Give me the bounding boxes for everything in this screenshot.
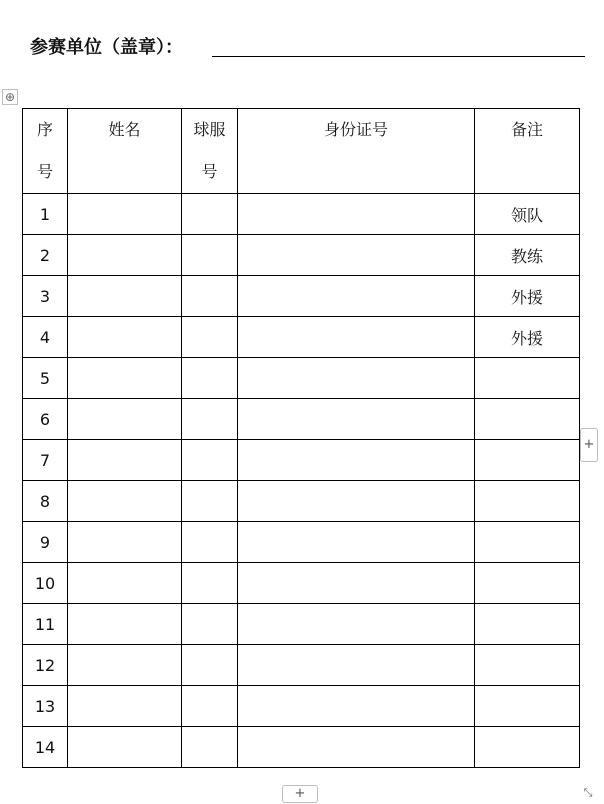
header-cell-id-number[interactable]	[238, 109, 475, 194]
table-row	[23, 481, 580, 522]
cell-note[interactable]: 外援	[475, 317, 580, 358]
cell-note[interactable]: 教练	[475, 235, 580, 276]
cell-number[interactable]: 10	[23, 563, 68, 604]
header-cell-number[interactable]	[23, 109, 68, 194]
header-number-line1: 序	[36, 120, 53, 139]
header-cell-name[interactable]	[68, 109, 182, 194]
table-header-row	[23, 109, 580, 194]
cell-number[interactable]: 4	[23, 317, 68, 358]
cell-note[interactable]	[475, 440, 580, 481]
cell-id-number[interactable]	[238, 235, 475, 276]
add-column-button[interactable]: +	[580, 428, 598, 462]
cell-jersey[interactable]	[182, 358, 238, 399]
cell-note[interactable]	[475, 645, 580, 686]
cell-number[interactable]: 5	[23, 358, 68, 399]
cell-name[interactable]	[68, 358, 182, 399]
cell-name[interactable]	[68, 645, 182, 686]
cell-name[interactable]	[68, 481, 182, 522]
cell-note[interactable]: 领队	[475, 194, 580, 235]
cell-jersey[interactable]	[182, 727, 238, 768]
table-row	[23, 563, 580, 604]
cell-number[interactable]: 6	[23, 399, 68, 440]
table-row	[23, 358, 580, 399]
cell-id-number[interactable]	[238, 440, 475, 481]
table-row	[23, 686, 580, 727]
table-row	[23, 235, 580, 276]
cell-note[interactable]	[475, 727, 580, 768]
cell-number[interactable]: 2	[23, 235, 68, 276]
cell-id-number[interactable]	[238, 276, 475, 317]
header-number-line2: 号	[36, 162, 53, 181]
cell-number[interactable]: 14	[23, 727, 68, 768]
cell-id-number[interactable]	[238, 522, 475, 563]
cell-jersey[interactable]	[182, 481, 238, 522]
cell-jersey[interactable]	[182, 440, 238, 481]
table-row	[23, 399, 580, 440]
cell-name[interactable]	[68, 727, 182, 768]
cell-id-number[interactable]	[238, 399, 475, 440]
cell-note[interactable]	[475, 522, 580, 563]
roster-body	[23, 109, 580, 768]
cell-number[interactable]: 1	[23, 194, 68, 235]
cell-id-number[interactable]	[238, 358, 475, 399]
cell-jersey[interactable]	[182, 276, 238, 317]
cell-jersey[interactable]	[182, 604, 238, 645]
cell-id-number[interactable]	[238, 604, 475, 645]
header-cell-jersey[interactable]	[182, 109, 238, 194]
cell-note[interactable]	[475, 563, 580, 604]
cell-note[interactable]: 外援	[475, 276, 580, 317]
cell-jersey[interactable]	[182, 563, 238, 604]
cell-number[interactable]: 11	[23, 604, 68, 645]
table-row	[23, 276, 580, 317]
cell-name[interactable]	[68, 194, 182, 235]
team-header-label: 参赛单位（盖章）：	[30, 37, 183, 58]
table-row	[23, 645, 580, 686]
header-id-number-label: 身份证号	[323, 120, 388, 139]
header-jersey-line2: 号	[201, 162, 218, 181]
table-row	[23, 317, 580, 358]
cell-id-number[interactable]	[238, 563, 475, 604]
roster-table	[22, 108, 580, 768]
table-row	[23, 727, 580, 768]
header-note-label: 备注	[510, 120, 543, 139]
cell-note[interactable]	[475, 399, 580, 440]
cell-note[interactable]	[475, 358, 580, 399]
cell-note[interactable]	[475, 686, 580, 727]
table-move-icon[interactable]: ⊕	[2, 89, 18, 105]
cell-jersey[interactable]	[182, 235, 238, 276]
table-row	[23, 440, 580, 481]
cell-id-number[interactable]	[238, 317, 475, 358]
cell-id-number[interactable]	[238, 194, 475, 235]
cell-note[interactable]	[475, 481, 580, 522]
cell-number[interactable]: 7	[23, 440, 68, 481]
table-resize-icon[interactable]: ⤡	[583, 786, 593, 799]
cell-id-number[interactable]	[238, 645, 475, 686]
cell-jersey[interactable]	[182, 645, 238, 686]
cell-id-number[interactable]	[238, 481, 475, 522]
cell-number[interactable]: 13	[23, 686, 68, 727]
cell-id-number[interactable]	[238, 686, 475, 727]
header-jersey-line1: 球服	[193, 120, 226, 139]
cell-id-number[interactable]	[238, 727, 475, 768]
cell-jersey[interactable]	[182, 317, 238, 358]
team-signature-line[interactable]	[212, 56, 585, 57]
cell-name[interactable]	[68, 399, 182, 440]
cell-name[interactable]	[68, 317, 182, 358]
header-cell-note[interactable]	[475, 109, 580, 194]
cell-name[interactable]	[68, 235, 182, 276]
cell-number[interactable]: 12	[23, 645, 68, 686]
table-row	[23, 522, 580, 563]
cell-jersey[interactable]	[182, 686, 238, 727]
cell-name[interactable]	[68, 440, 182, 481]
cell-jersey[interactable]	[182, 522, 238, 563]
cell-number[interactable]: 8	[23, 481, 68, 522]
cell-name[interactable]	[68, 276, 182, 317]
cell-name[interactable]	[68, 686, 182, 727]
cell-name[interactable]	[68, 563, 182, 604]
cell-name[interactable]	[68, 604, 182, 645]
cell-note[interactable]	[475, 604, 580, 645]
table-row	[23, 194, 580, 235]
cell-jersey[interactable]	[182, 194, 238, 235]
cell-number[interactable]: 3	[23, 276, 68, 317]
cell-name[interactable]	[68, 522, 182, 563]
header-name-label: 姓名	[108, 120, 141, 139]
table-row	[23, 604, 580, 645]
cell-jersey[interactable]	[182, 399, 238, 440]
add-row-button[interactable]: +	[282, 785, 318, 803]
cell-number[interactable]: 9	[23, 522, 68, 563]
